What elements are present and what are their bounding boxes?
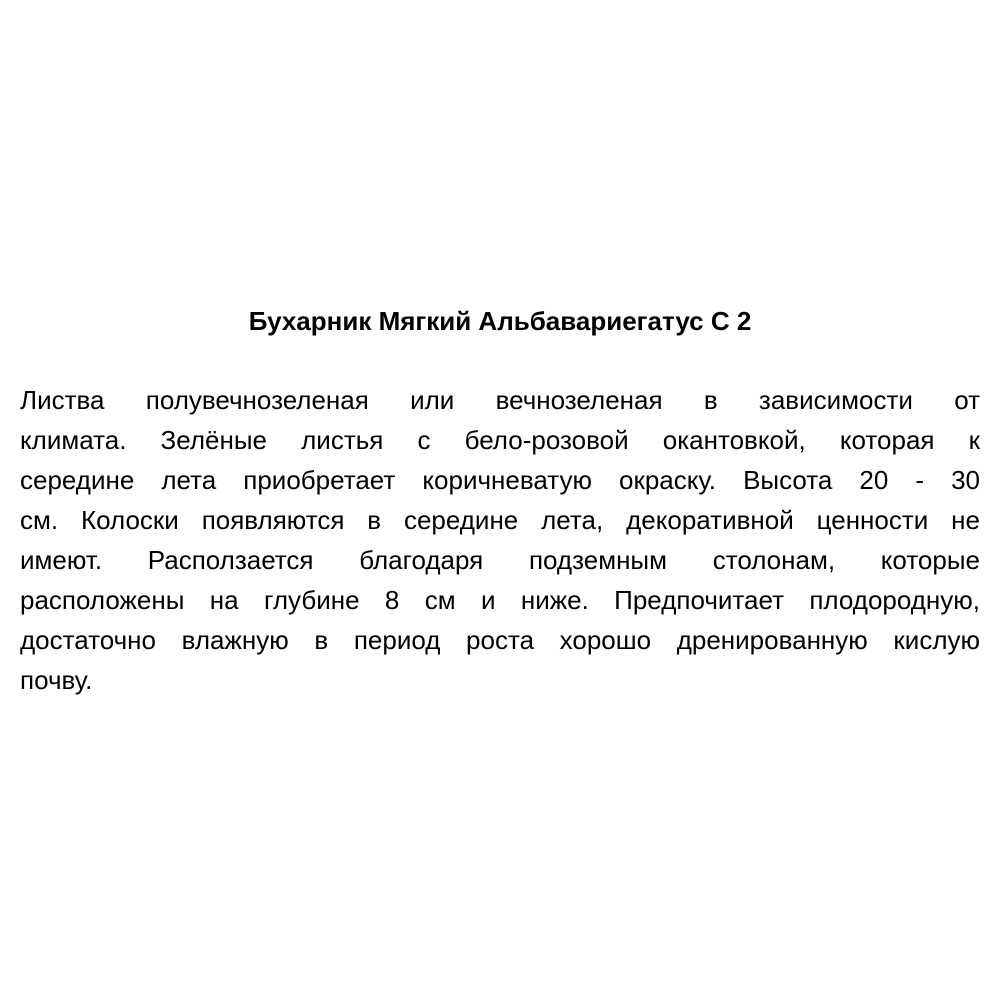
description-text <box>20 380 980 700</box>
description-line: почву. <box>20 665 93 695</box>
description-line: климата. Зелёные листья с бело-розовой окантовкой, которая к <box>20 425 980 455</box>
document-title: Бухарник Мягкий Альбавариегатус С 2 <box>248 306 752 336</box>
description-line: расположены на глубине 8 см и ниже. Предпочитает плодородную, <box>20 585 980 615</box>
description-line: имеют. Расползается благодаря подземным столонам, которые <box>20 545 980 575</box>
description-line: середине лета приобретает коричневатую окраску. Высота 20 - 30 <box>20 465 980 495</box>
description-line: Листва полувечнозеленая или вечнозеленая в зависимости от <box>20 385 980 415</box>
description-line: см. Колоски появляются в середине лета, декоративной ценности не <box>20 505 980 535</box>
description-line: достаточно влажную в период роста хорошо дренированную кислую <box>20 625 980 655</box>
